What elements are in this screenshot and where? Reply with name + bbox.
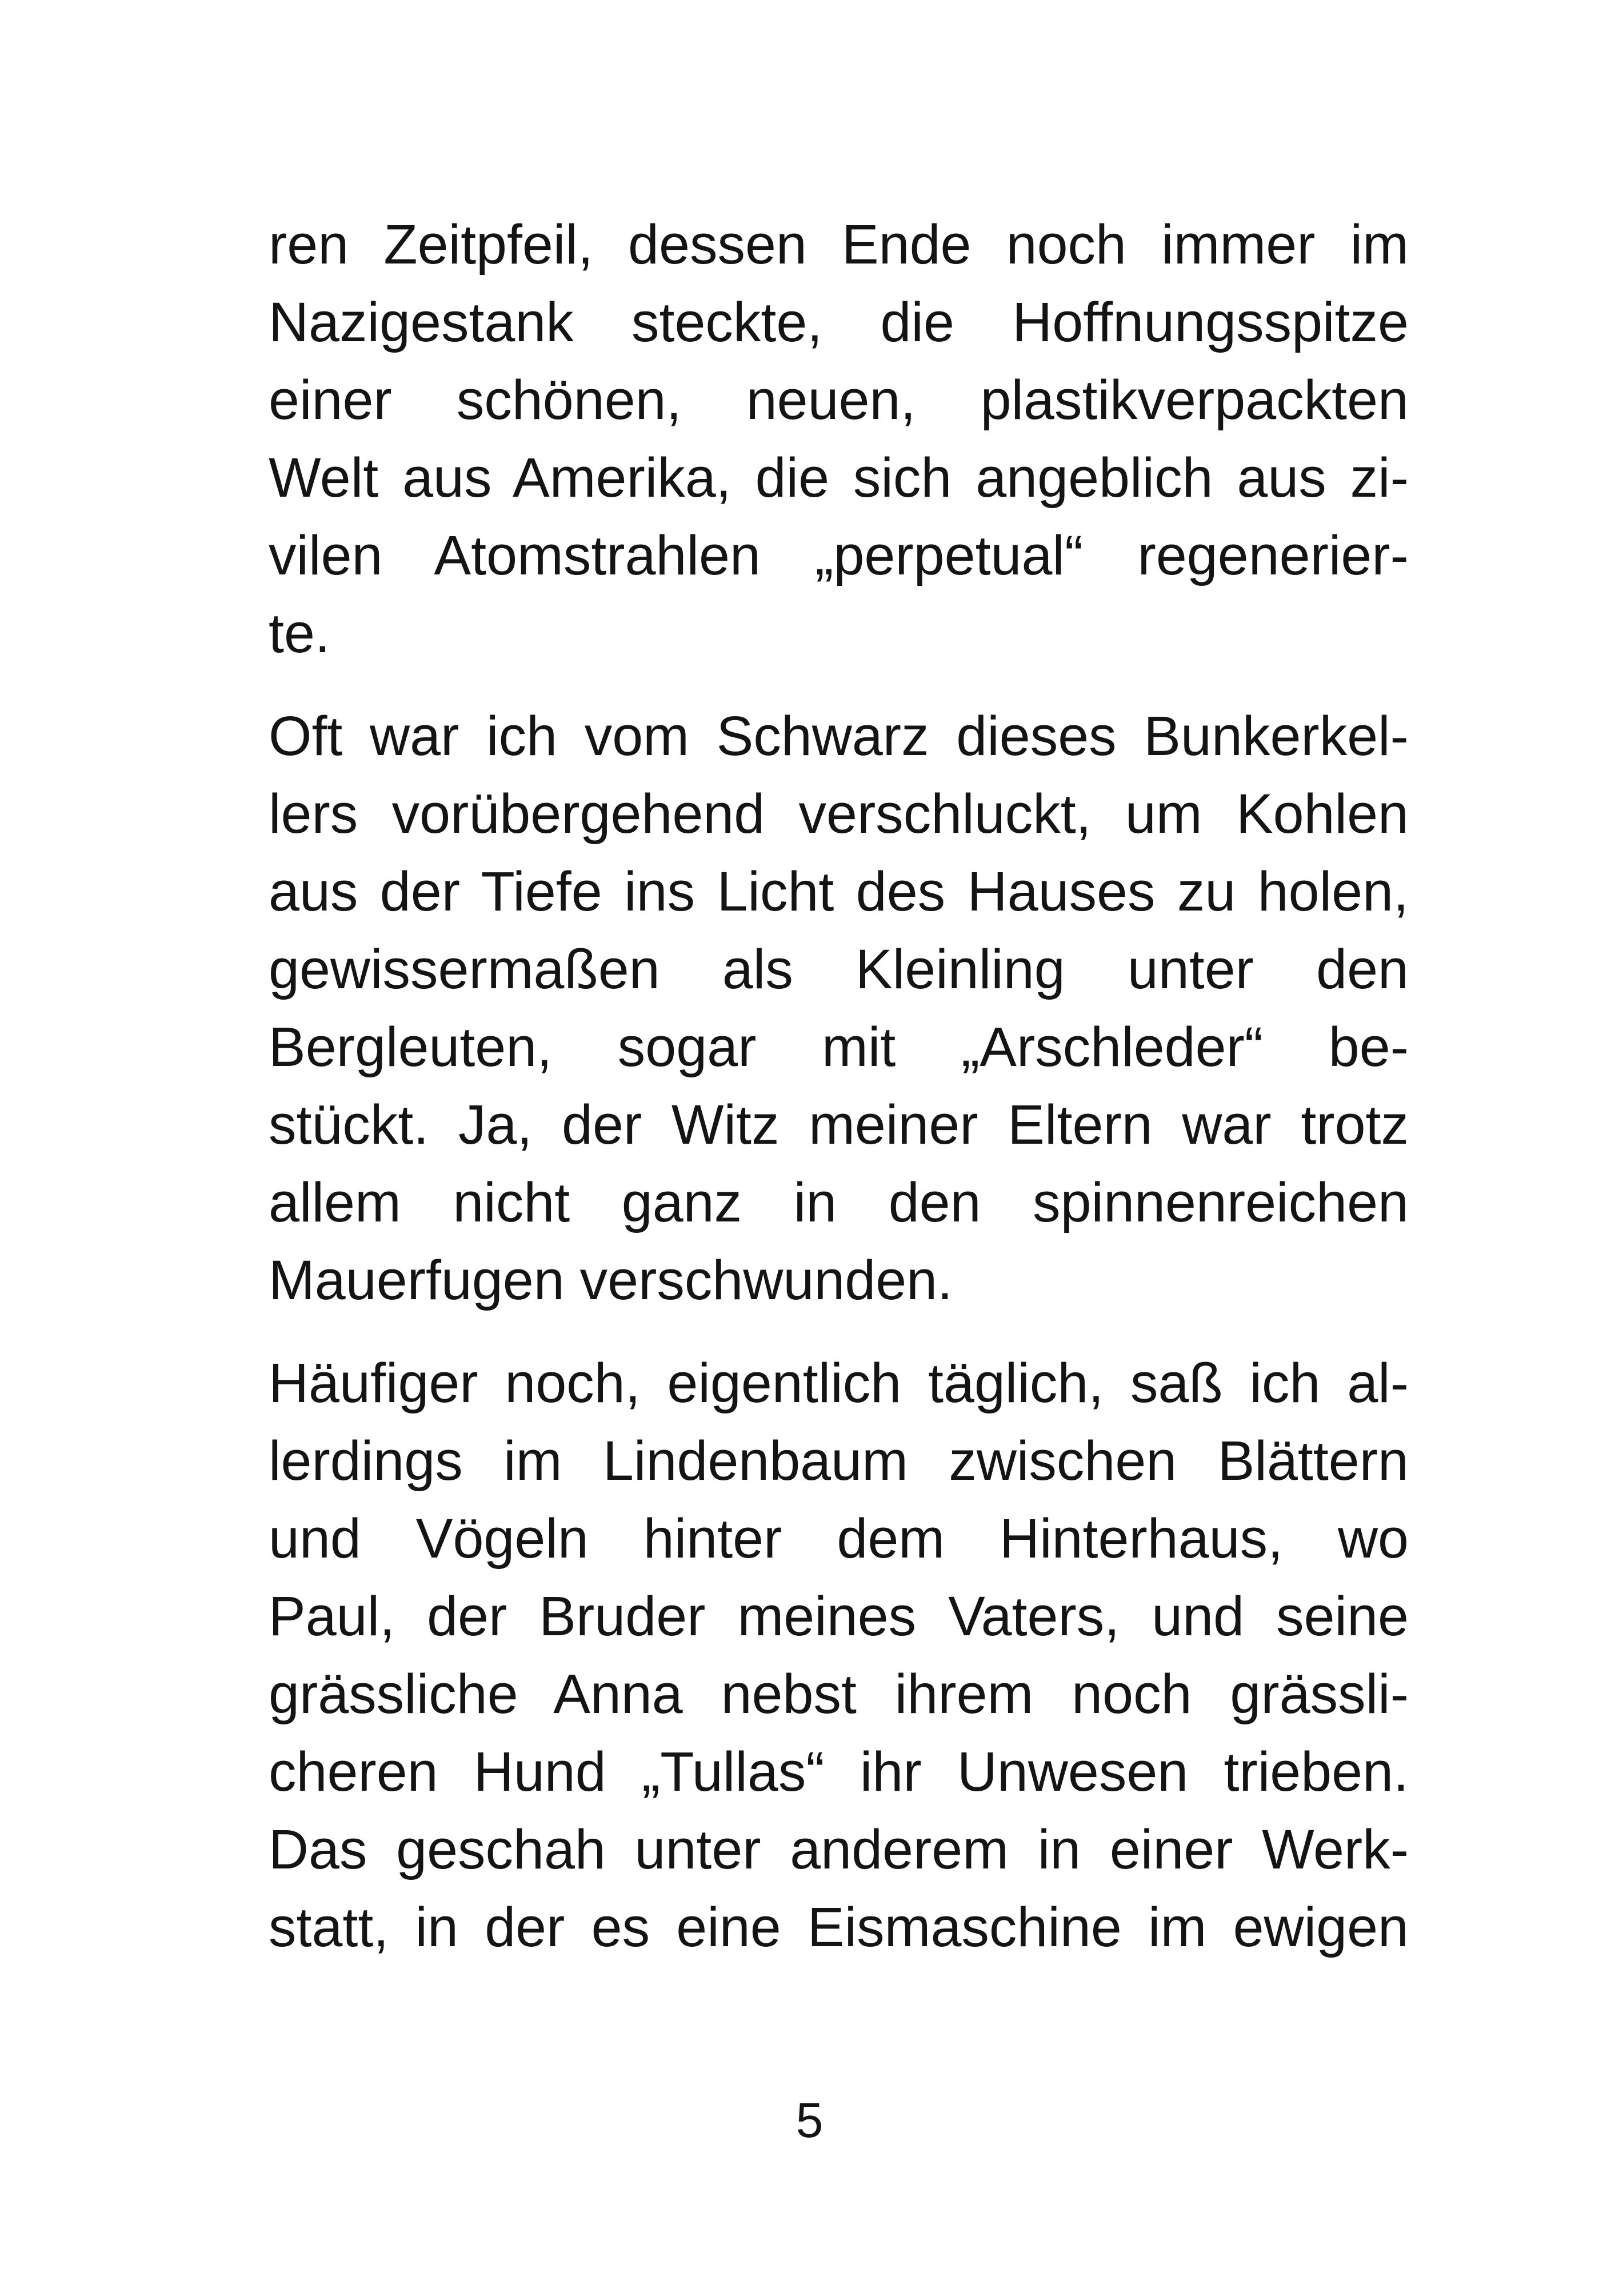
text-line: statt, in der es eine Eismaschine im ewigen [269,1896,1409,1958]
paragraph [269,1344,1409,1966]
text-line: allem nicht ganz in den spinnenreichen [269,1171,1409,1233]
page-number: 5 [795,2093,824,2148]
text-line: einer schönen, neuen, plastikverpackten [269,369,1409,431]
paragraph [269,206,1409,672]
text-line: Paul, der Bruder meines Vaters, und seine [269,1585,1409,1647]
body-text [269,206,1409,1991]
text-line: vilen Atomstrahlen „perpetual“ regenerier- [269,524,1409,586]
text-line: cheren Hund „Tullas“ ihr Unwesen trieben. [269,1740,1409,1803]
text-line: Das geschah unter anderem in einer Werk- [269,1818,1409,1880]
text-line: Häufiger noch, eigentlich täglich, saß ich al- [269,1352,1409,1414]
text-line: grässliche Anna nebst ihrem noch grässli- [269,1663,1409,1725]
text-line: ren Zeitpfeil, dessen Ende noch immer im [269,213,1409,275]
text-line: stückt. Ja, der Witz meiner Eltern war trotz [269,1093,1409,1156]
text-line: lers vorübergehend verschluckt, um Kohlen [269,782,1409,845]
text-line: gewissermaßen als Kleinling unter den [269,938,1409,1000]
text-line: und Vögeln hinter dem Hinterhaus, wo [269,1507,1409,1570]
text-line: Bergleuten, sogar mit „Arschleder“ be- [269,1016,1409,1078]
text-line: te. [269,602,330,664]
text-line: Nazigestank steckte, die Hoffnungsspitze [269,291,1409,353]
text-line: Mauerfugen verschwunden. [269,1249,953,1311]
text-line: Welt aus Amerika, die sich angeblich aus zi- [269,446,1409,509]
text-line: lerdings im Lindenbaum zwischen Blättern [269,1429,1409,1492]
text-line: aus der Tiefe ins Licht des Hauses zu holen, [269,860,1409,923]
paragraph [269,697,1409,1319]
text-line: Oft war ich vom Schwarz dieses Bunkerkel- [269,705,1409,767]
